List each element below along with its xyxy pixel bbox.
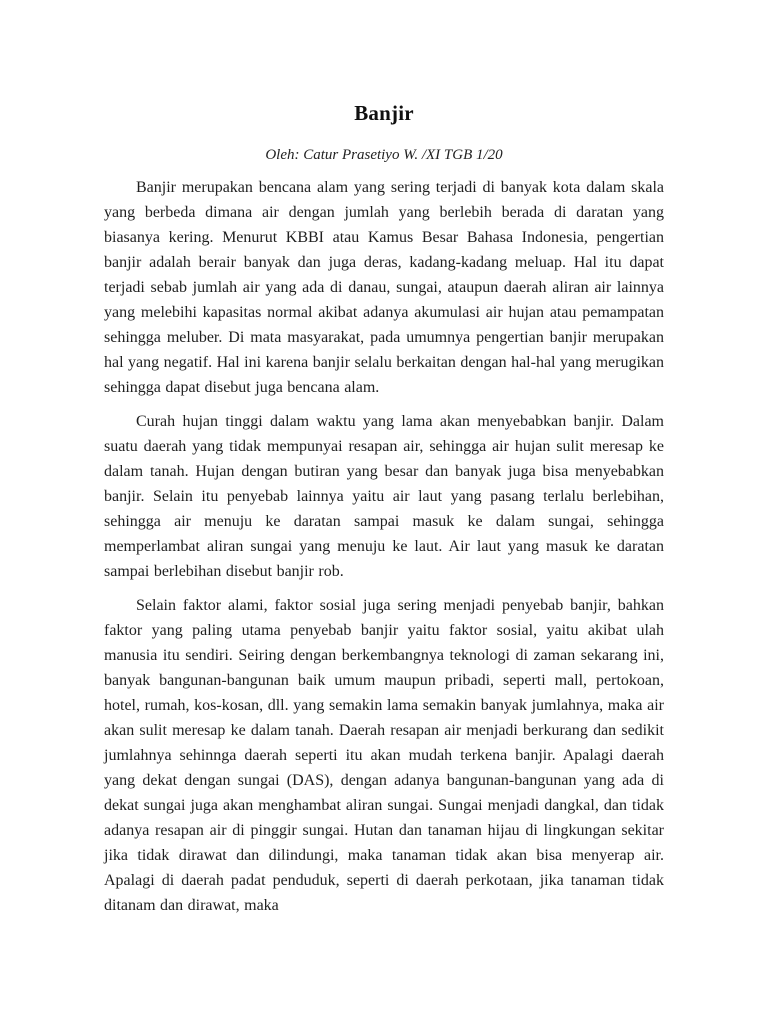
paragraph: Curah hujan tinggi dalam waktu yang lama akan menyebabkan banjir. Dalam suatu daerah yang tidak mempunyai resapan air, sehingga air hujan sulit meresap ke dalam tanah. Hujan dengan butiran yang besar dan banyak juga bisa menyebabkan banjir. Selain itu penyebab lainnya yaitu air laut yang pasang terlalu berlebihan, sehingga air menuju ke daratan sampai masuk ke dalam sungai, sehingga memperlambat aliran sungai yang menuju ke laut. Air laut yang masuk ke daratan sampai berlebihan disebut banjir rob. bbox=[104, 413, 664, 580]
paragraph: Banjir merupakan bencana alam yang sering terjadi di banyak kota dalam skala yang berbeda dimana air dengan jumlah yang berlebih berada di daratan yang biasanya kering. Menurut KBBI atau Kamus Besar Bahasa Indonesia, pengertian banjir adalah berair banyak dan juga deras, kadang-kadang meluap. Hal itu dapat terjadi sebab jumlah air yang ada di danau, sungai, ataupun daerah aliran air lainnya yang melebihi kapasitas normal akibat adanya akumulasi air hujan atau pemampatan sehingga meluber. Di mata masyarakat, pada umumnya pengertian banjir merupakan hal yang negatif. Hal ini karena banjir selalu berkaitan dengan hal-hal yang merugikan sehingga dapat disebut juga bencana alam. bbox=[104, 179, 665, 396]
document-byline: Oleh: Catur Prasetiyo W. /XI TGB 1/20 bbox=[265, 147, 503, 163]
paragraph: Selain faktor alami, faktor sosial juga sering menjadi penyebab banjir, bahkan faktor yang paling utama penyebab banjir yaitu faktor sosial, yaitu akibat ulah manusia itu sendiri. Seiring dengan berkembangnya teknologi di zaman sekarang ini, banyak bangunan-bangunan baik umum maupun pribadi, seperti mall, pertokoan, hotel, rumah, kos-kosan, dll. yang semakin lama semakin banyak jumlahnya, maka air akan sulit meresap ke dalam tanah. Daerah resapan air menjadi berkurang dan sedikit jumlahnya sehinnga daerah seperti itu akan mudah terkena banjir. Apalagi daerah yang dekat dengan sungai (DAS), dengan adanya bangunan-bangunan yang ada di dekat sungai juga akan menghambat aliran sungai. Sungai menjadi dangkal, dan tidak adanya resapan air di pinggir sungai. Hutan dan tanaman hijau di lingkungan sekitar jika tidak dirawat dan dilindungi, maka tanaman tidak akan bisa menyerap air. Apalagi di daerah padat penduduk, seperti di daerah perkotaan, jika tanaman tidak ditanam dan dirawat, maka bbox=[104, 597, 664, 914]
document-title: Banjir bbox=[354, 101, 414, 125]
document-body bbox=[104, 175, 664, 918]
